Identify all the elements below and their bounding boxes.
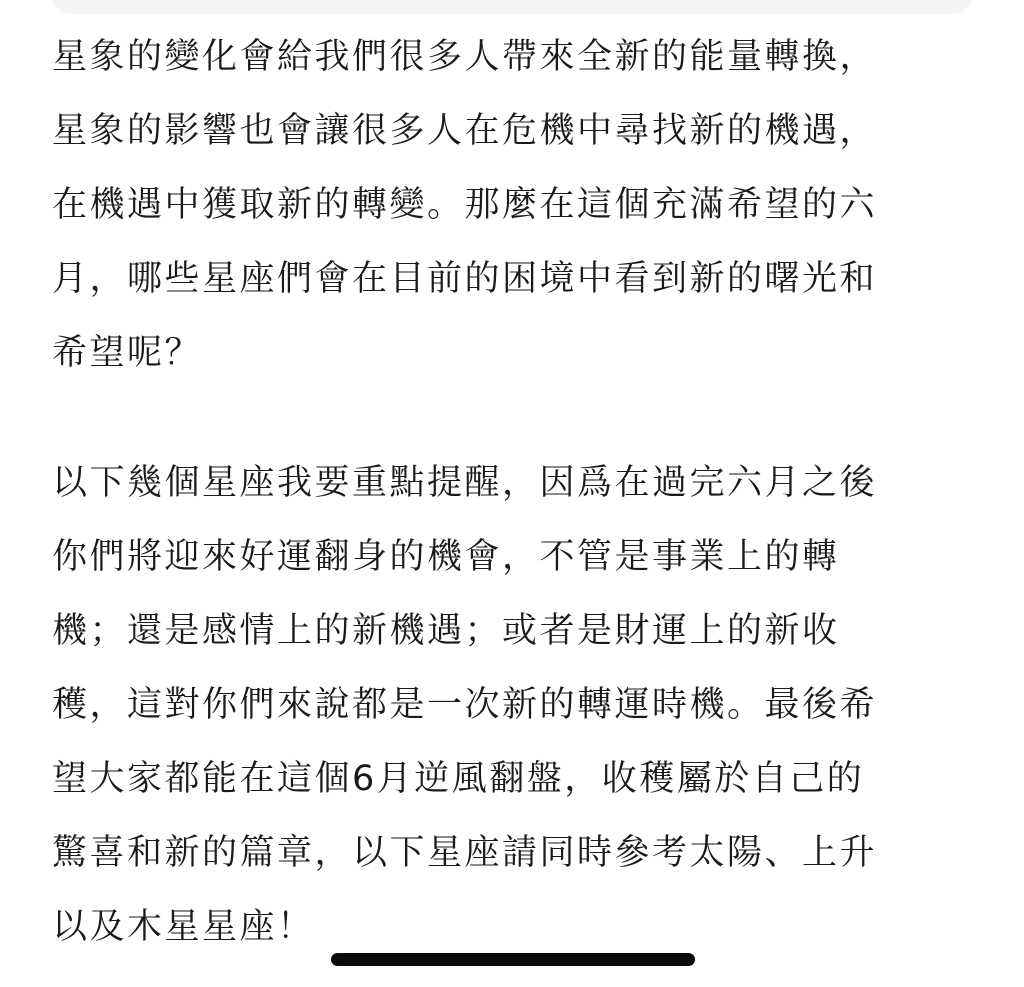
text-line: 望大家都能在這個6月逆風翻盤，收穫屬於自己的 [52, 759, 865, 799]
text-line: 驚喜和新的篇章，以下星座請同時參考太陽、上升 [52, 833, 878, 873]
text-line: 以下幾個星座我要重點提醒，因爲在過完六月之後 [52, 463, 878, 503]
home-indicator[interactable] [331, 953, 695, 966]
text-line: 希望呢？ [52, 333, 203, 373]
text-line: 穫，這對你們來說都是一次新的轉運時機。最後希 [52, 685, 878, 725]
text-line: 以及木星星座！ [52, 907, 315, 947]
text-line: 在機遇中獲取新的轉變。那麼在這個充滿希望的六 [52, 185, 878, 225]
article-paragraph-2 [52, 446, 982, 964]
text-line: 你們將迎來好運翻身的機會，不管是事業上的轉 [52, 537, 840, 577]
article-body [52, 20, 982, 964]
article-paragraph-1 [52, 20, 982, 390]
text-line: 星象的變化會給我們很多人帶來全新的能量轉換， [52, 37, 878, 77]
text-line: 機；還是感情上的新機遇；或者是財運上的新收 [52, 611, 840, 651]
previous-card [52, 0, 972, 14]
text-line: 星象的影響也會讓很多人在危機中尋找新的機遇， [52, 111, 878, 151]
text-line: 月，哪些星座們會在目前的困境中看到新的曙光和 [52, 259, 878, 299]
